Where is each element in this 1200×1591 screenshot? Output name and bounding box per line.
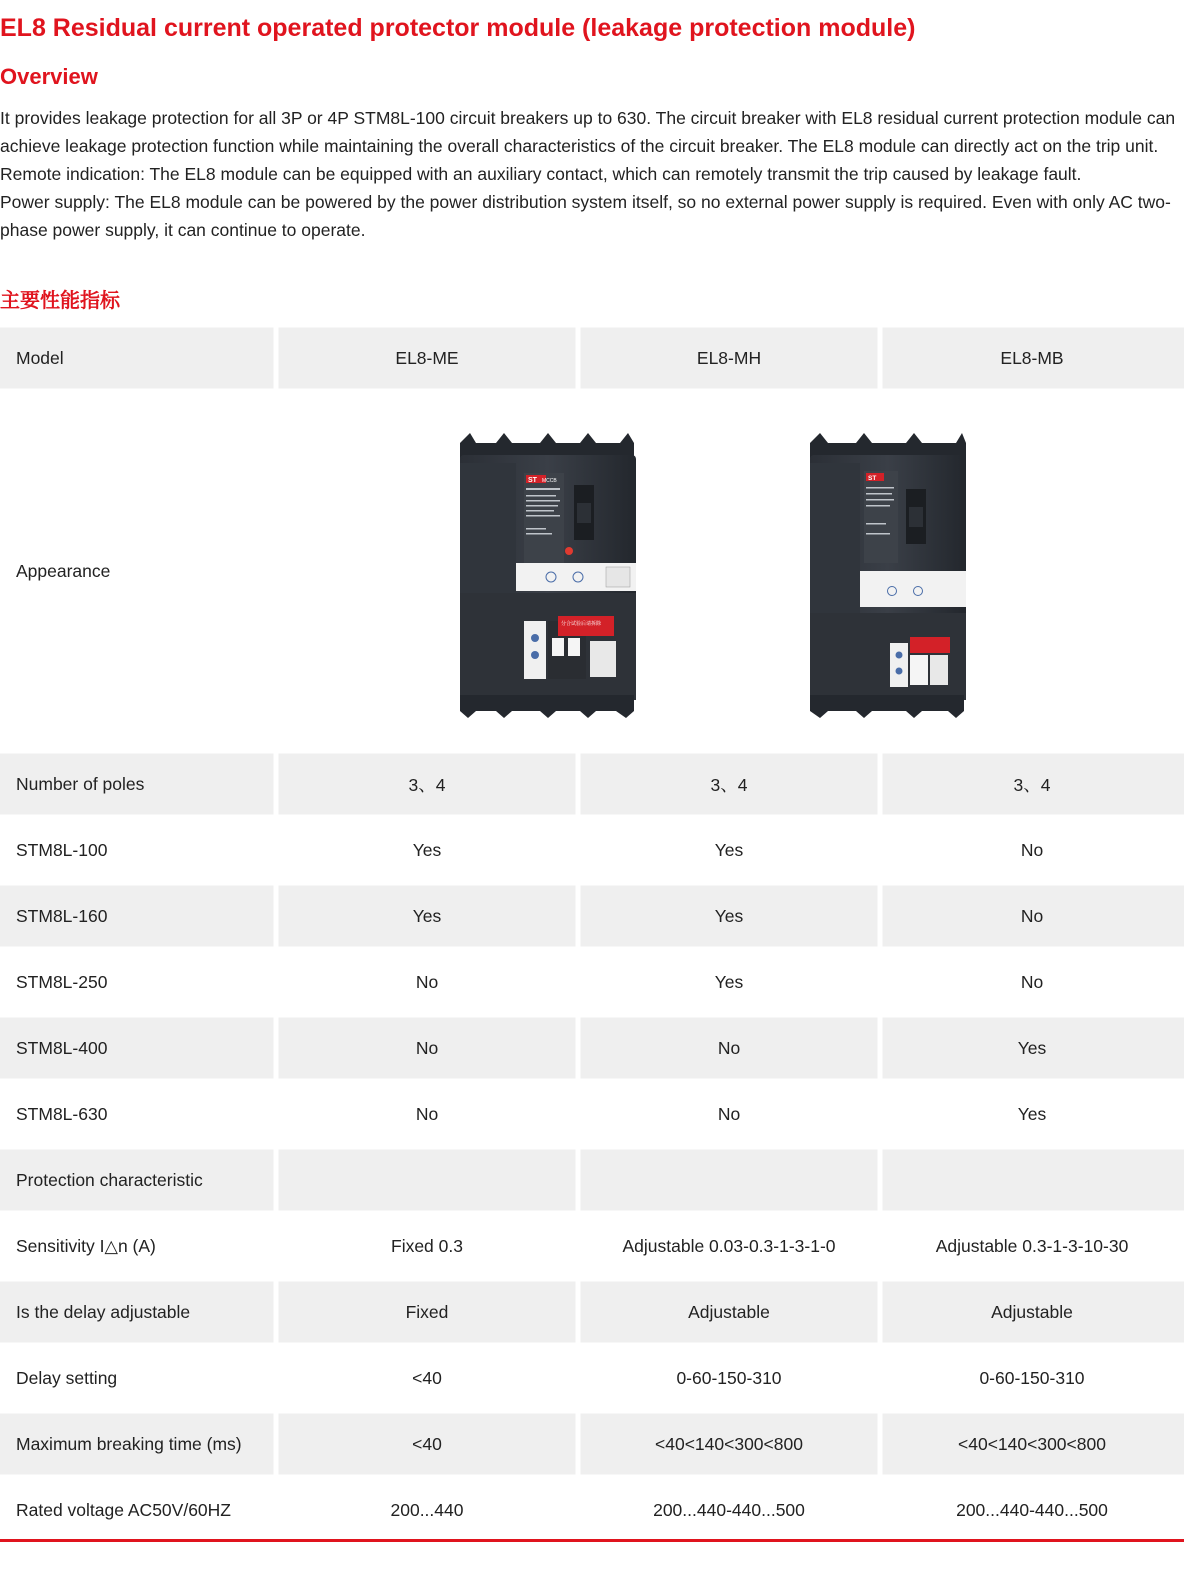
table-row [0,1279,1184,1345]
svg-text:MCCB: MCCB [542,478,557,484]
table-row [0,883,1184,949]
spec-table [0,325,1184,1543]
mccb-3pole-el8-mb-image [806,433,968,718]
cell-el8-me: <40 [276,1411,578,1477]
cell-el8-me: 3、4 [276,751,578,817]
svg-text:ST: ST [868,475,877,482]
header-cell-el8-mb: EL8-MB [880,325,1184,391]
table-row [0,1015,1184,1081]
cell-el8-mh: Adjustable 0.03-0.3-1-3-1-0 [622,1235,836,1256]
header-cell-el8-me: EL8-ME [276,325,578,391]
cell-el8-mb: No [1020,839,1044,860]
cell-el8-mh: No [717,1103,741,1124]
cell-el8-mh: Yes [578,883,880,949]
row-label: Delay setting [16,1367,118,1388]
overview-paragraph: Remote indication: The EL8 module can be equipped with an auxiliary contact, which can remotely transmit the trip caused by leakage fault. [0,164,1082,184]
cell-el8-mb [880,1147,1184,1213]
cell-el8-mh: 200...440-440...500 [653,1499,805,1520]
row-label: STM8L-160 [0,883,276,949]
cell-el8-mb: No [1020,971,1044,992]
cell-el8-mb: Yes [1017,1103,1047,1124]
cell-el8-mb: No [880,883,1184,949]
table-section-row [0,1147,1184,1213]
overview-paragraph: It provides leakage protection for all 3P or 4P STM8L-100 circuit breakers up to 630. The circuit breaker with EL8 residual current protection module can achieve leakage protection function while maintaining the overall characteristics of the circuit breaker. The EL8 module can directly act on the trip unit. [0,108,1176,156]
overview-text [0,104,1190,244]
section-label: Protection characteristic [0,1147,276,1213]
cell-el8-mb: Adjustable [880,1279,1184,1345]
row-label: Number of poles [0,751,276,817]
cell-el8-mb: 3、4 [880,751,1184,817]
cell-el8-me [276,1147,578,1213]
cell-el8-me: No [415,1103,439,1124]
table-header-row [0,325,1184,391]
row-label: Is the delay adjustable [0,1279,276,1345]
row-label: STM8L-400 [0,1015,276,1081]
header-cell-el8-mh: EL8-MH [578,325,880,391]
cell-el8-mh: No [578,1015,880,1081]
header-cell-model: Model [0,325,276,391]
appearance-label: Appearance [16,560,111,581]
cell-el8-me: Fixed [276,1279,578,1345]
mccb-4pole-el8-me-image [456,433,638,718]
cell-el8-me: Yes [276,883,578,949]
spec-heading: 主要性能指标 [0,290,120,312]
row-label: Rated voltage AC50V/60HZ [16,1499,231,1520]
cell-el8-mh: 0-60-150-310 [676,1367,782,1388]
table-row [0,1411,1184,1477]
row-label: Maximum breaking time (ms) [0,1411,276,1477]
bottom-divider [0,1539,1184,1542]
appearance-images [276,391,1184,751]
table-row [0,751,1184,817]
cell-el8-me: Fixed 0.3 [391,1235,463,1256]
cell-el8-mh: <40<140<300<800 [578,1411,880,1477]
cell-el8-me: No [415,971,439,992]
cell-el8-mh [578,1147,880,1213]
row-label: Sensitivity I△n (A) [16,1235,156,1256]
table-row [0,817,1184,883]
table-row [0,1477,1184,1543]
row-label: STM8L-630 [16,1103,108,1124]
row-label: STM8L-100 [16,839,108,860]
table-row [0,1213,1184,1279]
brand-logo: ST [528,477,537,484]
table-row [0,1345,1184,1411]
cell-el8-mb: Adjustable 0.3-1-3-10-30 [935,1235,1129,1256]
cell-el8-me: 200...440 [390,1499,464,1520]
svg-text:分合试验后请拆除: 分合试验后请拆除 [561,621,602,627]
cell-el8-mh: 3、4 [578,751,880,817]
cell-el8-me: Yes [412,839,442,860]
cell-el8-mb: 0-60-150-310 [979,1367,1085,1388]
cell-el8-mh: Yes [714,839,744,860]
appearance-row [0,391,1184,751]
cell-el8-mh: Adjustable [578,1279,880,1345]
overview-paragraph: Power supply: The EL8 module can be powered by the power distribution system itself, so no external power supply is required. Even with only AC two-phase power supply, it can continue to operate. [0,192,1171,240]
cell-el8-mb: Yes [880,1015,1184,1081]
cell-el8-mh: Yes [714,971,744,992]
table-row [0,949,1184,1015]
table-row [0,1081,1184,1147]
row-label: STM8L-250 [16,971,108,992]
cell-el8-mb: <40<140<300<800 [880,1411,1184,1477]
cell-el8-me: No [276,1015,578,1081]
cell-el8-me: <40 [412,1367,442,1388]
page-title: EL8 Residual current operated protector module (leakage protection module) [0,14,916,42]
cell-el8-mb: 200...440-440...500 [956,1499,1108,1520]
overview-heading: Overview [0,64,98,89]
